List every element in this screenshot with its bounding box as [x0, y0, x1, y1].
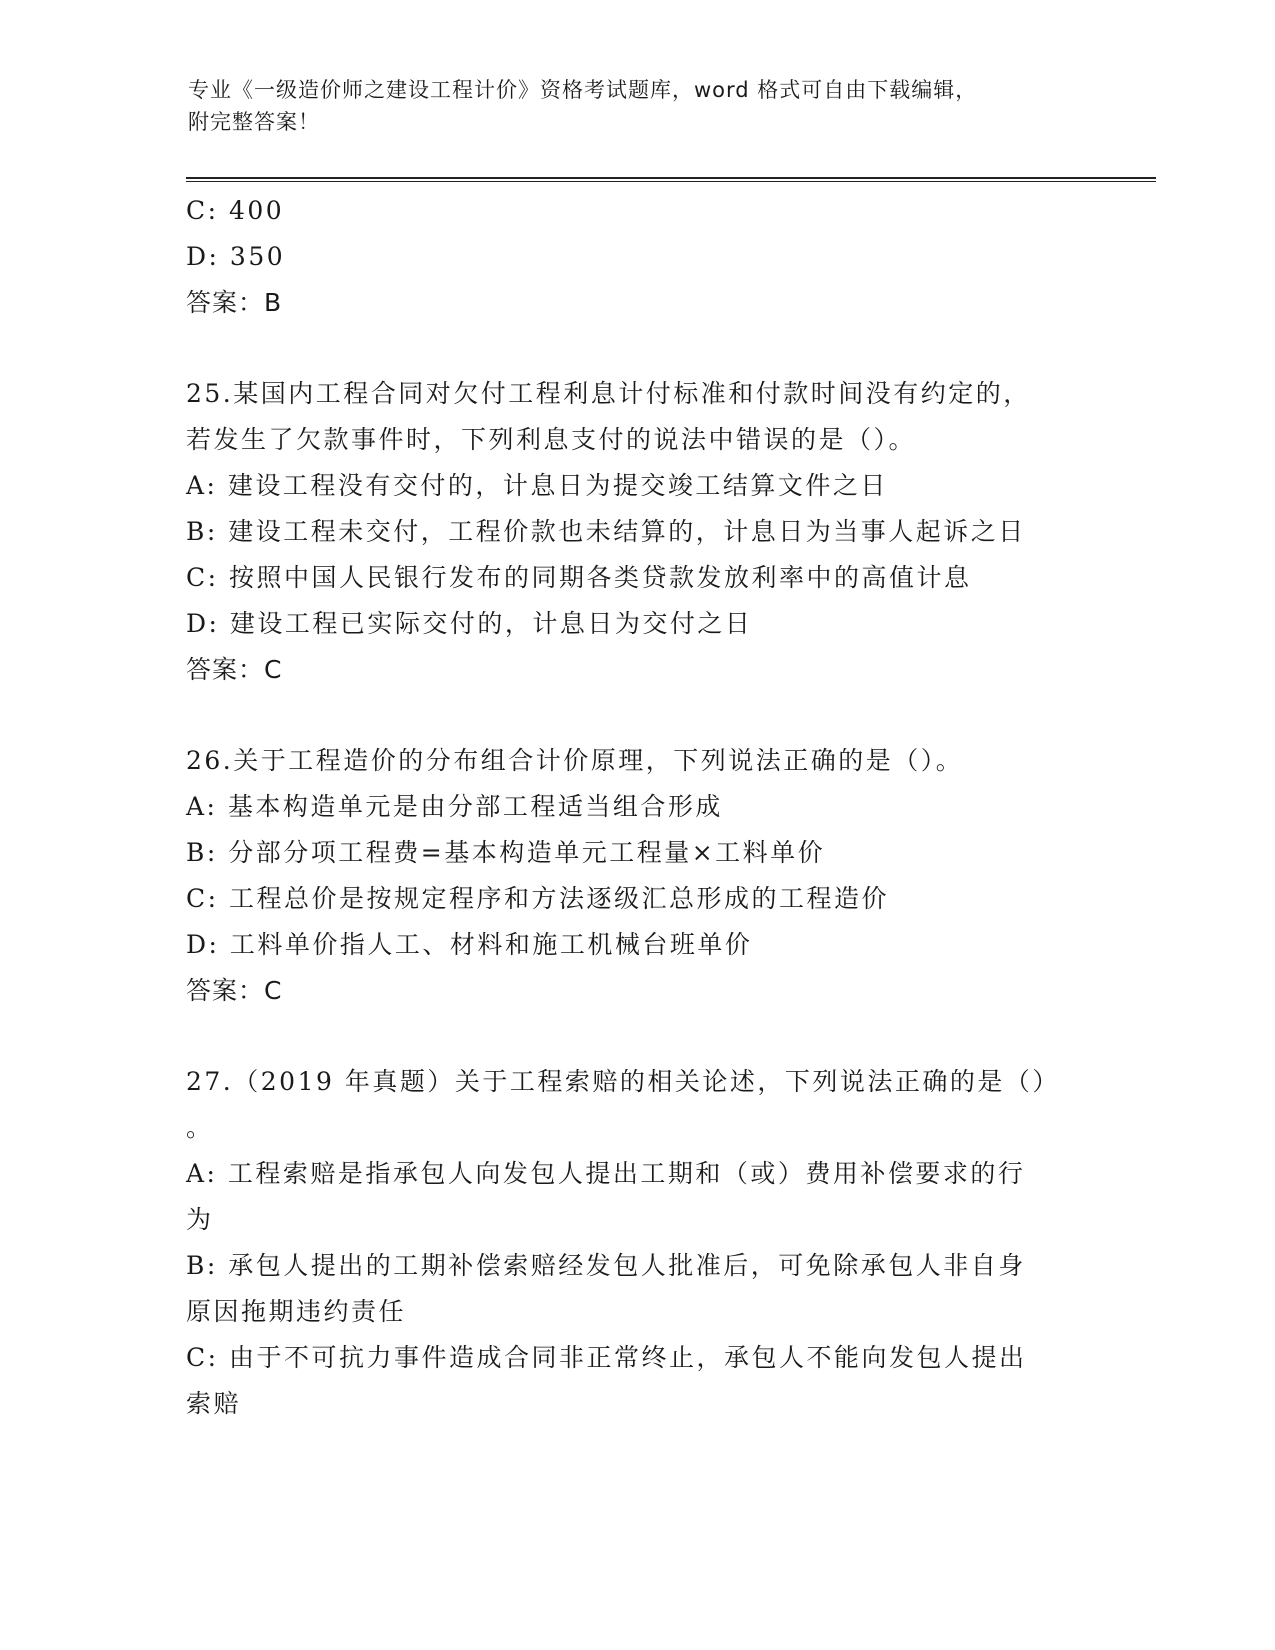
document-header [188, 74, 1088, 138]
question-26 [186, 738, 1086, 1014]
header-rule-thin [186, 181, 1156, 182]
header-line-2: 附完整答案！ [188, 110, 320, 134]
option-a: A: 基本构造单元是由分部工程适当组合形成 [186, 792, 723, 821]
option-b: B: 建设工程未交付，工程价款也未结算的，计息日为当事人起诉之日 [186, 517, 1026, 546]
option-c: C: 工程总价是按规定程序和方法逐级汇总形成的工程造价 [186, 884, 890, 913]
option-b-continued: 原因拖期违约责任 [186, 1297, 407, 1326]
option-c: C: 由于不可抗力事件造成合同非正常终止，承包人不能向发包人提出 [186, 1343, 1027, 1372]
option-a: A: 工程索赔是指承包人向发包人提出工期和（或）费用补偿要求的行 [186, 1159, 1026, 1188]
option-d: D: 350 [186, 242, 286, 271]
option-c: C: 按照中国人民银行发布的同期各类贷款发放利率中的高值计息 [186, 563, 972, 592]
option-c: C: 400 [186, 196, 285, 225]
option-c-continued: 索赔 [186, 1389, 242, 1418]
question-25 [186, 371, 1086, 693]
option-d: D: 工料单价指人工、材料和施工机械台班单价 [186, 930, 753, 959]
header-rule-thick [186, 177, 1156, 179]
question-27 [186, 1059, 1086, 1427]
previous-question-tail [186, 188, 1086, 326]
option-a: A: 建设工程没有交付的，计息日为提交竣工结算文件之日 [186, 471, 888, 500]
answer-line: 答案：B [186, 288, 283, 317]
question-stem-line: 25.某国内工程合同对欠付工程利息计付标准和付款时间没有约定的， [186, 379, 1031, 408]
option-b: B: 分部分项工程费=基本构造单元工程量×工料单价 [186, 838, 826, 867]
question-stem-line: 27.（2019 年真题）关于工程索赔的相关论述，下列说法正确的是（） [186, 1067, 1060, 1096]
question-stem-line: 若发生了欠款事件时，下列利息支付的说法中错误的是（）。 [186, 425, 917, 454]
header-line-1: 专业《一级造价师之建设工程计价》资格考试题库，word 格式可自由下载编辑， [188, 78, 978, 102]
question-stem-line: 26.关于工程造价的分布组合计价原理，下列说法正确的是（）。 [186, 746, 964, 775]
option-a-continued: 为 [186, 1205, 214, 1234]
answer-line: 答案：C [186, 976, 283, 1005]
answer-line: 答案：C [186, 655, 283, 684]
option-d: D: 建设工程已实际交付的，计息日为交付之日 [186, 609, 753, 638]
question-stem-line: 。 [186, 1113, 214, 1142]
option-b: B: 承包人提出的工期补偿索赔经发包人批准后，可免除承包人非自身 [186, 1251, 1026, 1280]
question-body [186, 188, 1086, 1427]
